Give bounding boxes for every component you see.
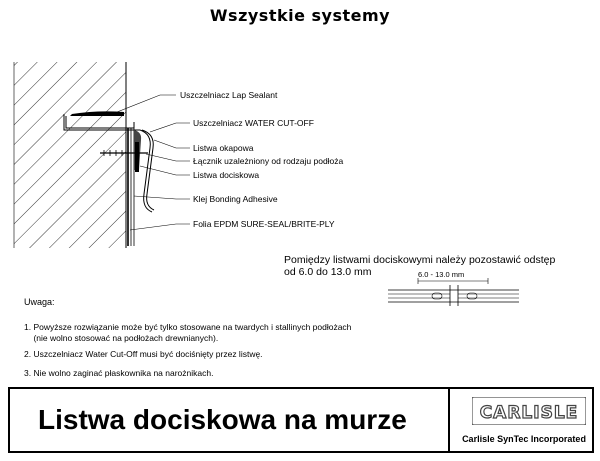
label-bonding-adhesive: Klej Bonding Adhesive bbox=[193, 194, 278, 204]
company-name: Carlisle SynTec Incorporated bbox=[462, 434, 586, 444]
note-item-1: 1. Powyższe rozwiązanie może być tylko stosowane na twardych i stallinych podłożach (nie wolno stosować na podłożach drewnianych). bbox=[24, 322, 352, 343]
drawing-title: Listwa dociskowa na murze bbox=[38, 404, 407, 435]
notes-heading: Uwaga: bbox=[24, 297, 55, 307]
membrane-layers bbox=[128, 128, 134, 246]
title-block bbox=[8, 387, 594, 453]
masonry-wall bbox=[14, 62, 126, 248]
title-block-divider bbox=[448, 389, 450, 451]
label-fastener: Łącznik uzależniony od rodzaju podłoża bbox=[193, 156, 344, 166]
label-lap-sealant: Uszczelniacz Lap Sealant bbox=[180, 90, 278, 100]
gap-note-line1: Pomiędzy listwami dociskowymi należy pozostawić odstęp bbox=[284, 254, 556, 266]
label-drip-edge: Listwa okapowa bbox=[193, 143, 254, 153]
note-item-2: 2. Uszczelniacz Water Cut-Off musi być dociśnięty przez listwę. bbox=[24, 349, 263, 359]
logo-text: CARLISLE bbox=[479, 403, 579, 423]
note-item-3: 3. Nie wolno zaginać płaskownika na narożnikach. bbox=[24, 368, 214, 378]
carlisle-logo bbox=[472, 397, 586, 425]
bar-gap-plan bbox=[388, 278, 519, 306]
label-membrane: Folia EPDM SURE-SEAL/BRITE-PLY bbox=[193, 219, 335, 229]
gap-dimension-label: 6.0 - 13.0 mm bbox=[418, 270, 465, 279]
gap-note-line2: od 6.0 do 13.0 mm bbox=[284, 266, 372, 278]
page-title: Wszystkie systemy bbox=[209, 6, 391, 25]
label-termination-bar: Listwa dociskowa bbox=[193, 170, 260, 180]
label-water-cutoff: Uszczelniacz WATER CUT-OFF bbox=[193, 118, 314, 128]
